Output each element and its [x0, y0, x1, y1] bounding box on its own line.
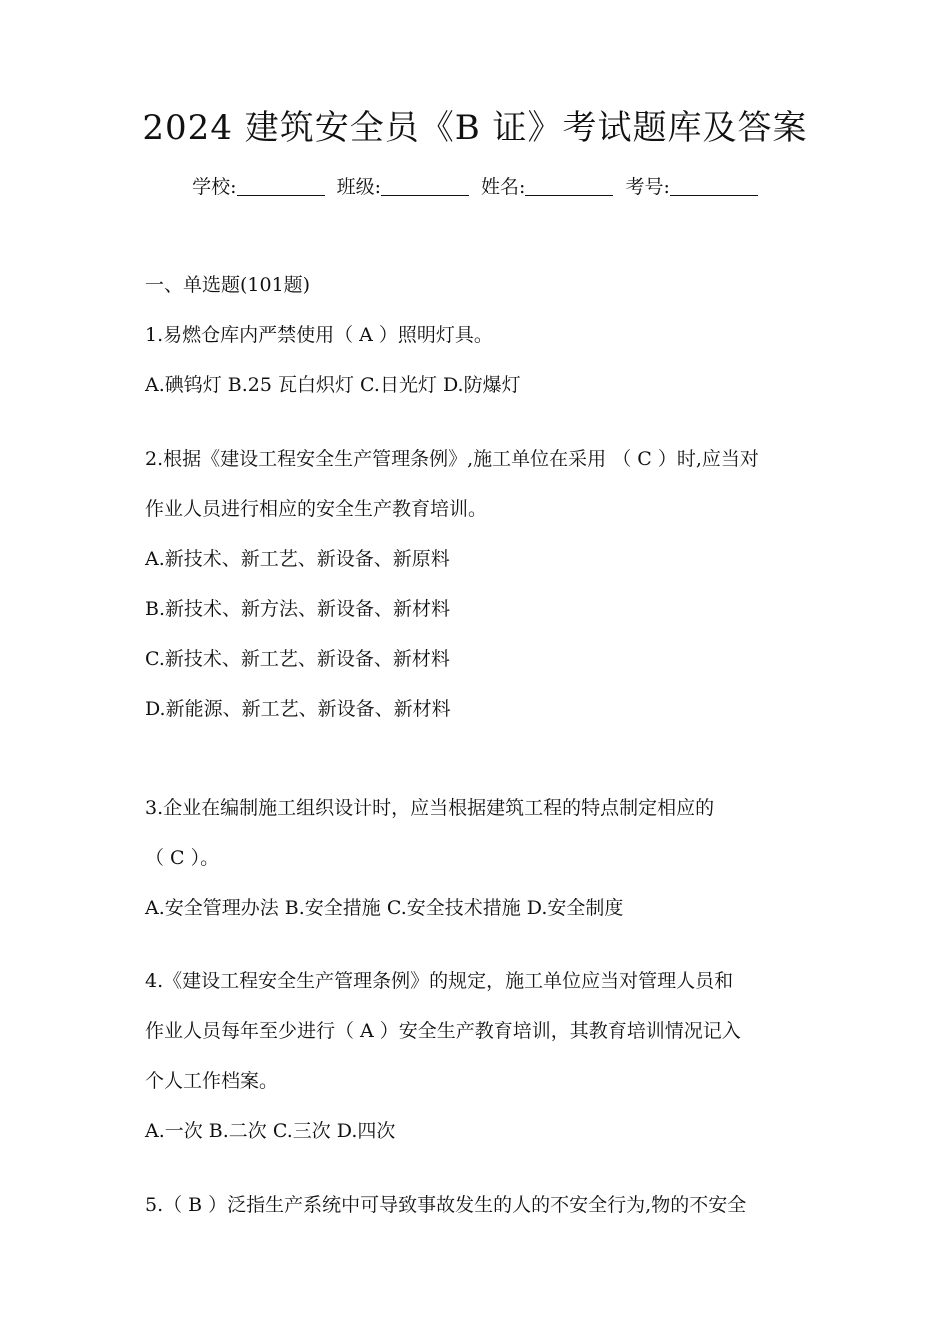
question-4-stem: 作业人员每年至少进行（ A ）安全生产教育培训，其教育培训情况记入 — [145, 1020, 741, 1042]
question-4-stem: 4.《建设工程安全生产管理条例》的规定，施工单位应当对管理人员和 — [145, 970, 734, 992]
question-1-options: A.碘钨灯 B.25 瓦白炽灯 C.日光灯 D.防爆灯 — [145, 374, 521, 396]
question-2-option-b: B.新技术、新方法、新设备、新材料 — [145, 598, 451, 620]
question-2-option-d: D.新能源、新工艺、新设备、新材料 — [145, 698, 451, 720]
class-blank[interactable] — [381, 177, 469, 196]
field-label: 学校: — [192, 176, 237, 198]
question-2-option-a: A.新技术、新工艺、新设备、新原料 — [145, 548, 450, 570]
question-3-options: A.安全管理办法 B.安全措施 C.安全技术措施 D.安全制度 — [145, 897, 624, 919]
question-2-option-c: C.新技术、新工艺、新设备、新材料 — [145, 648, 450, 670]
question-1-stem: 1.易燃仓库内严禁使用（ A ）照明灯具。 — [145, 324, 493, 346]
question-5-stem: 5.（ B ）泛指生产系统中可导致事故发生的人的不安全行为,物的不安全 — [145, 1194, 747, 1216]
class-field — [337, 172, 469, 199]
question-3-stem: 3.企业在编制施工组织设计时，应当根据建筑工程的特点制定相应的 — [145, 797, 715, 819]
section-heading: 一、单选题(101题) — [145, 274, 311, 296]
exam-number-field — [625, 172, 757, 199]
name-blank[interactable] — [525, 177, 613, 196]
question-2-stem: 作业人员进行相应的安全生产教育培训。 — [145, 498, 488, 520]
question-4-options: A.一次 B.二次 C.三次 D.四次 — [145, 1120, 396, 1142]
name-field — [481, 172, 613, 199]
field-label: 姓名: — [481, 176, 526, 198]
field-label: 考号: — [625, 176, 670, 198]
document-title: 2024 建筑安全员《B 证》考试题库及答案 — [142, 108, 808, 148]
school-field — [192, 172, 324, 199]
field-label: 班级: — [336, 176, 381, 198]
question-3-stem: （ C ）。 — [145, 847, 220, 869]
question-2-stem: 2.根据《建设工程安全生产管理条例》,施工单位在采用 （ C ）时,应当对 — [145, 448, 759, 470]
student-info-fields — [0, 172, 950, 199]
school-blank[interactable] — [237, 177, 325, 196]
exam-number-blank[interactable] — [670, 177, 758, 196]
question-4-stem: 个人工作档案。 — [145, 1070, 279, 1092]
